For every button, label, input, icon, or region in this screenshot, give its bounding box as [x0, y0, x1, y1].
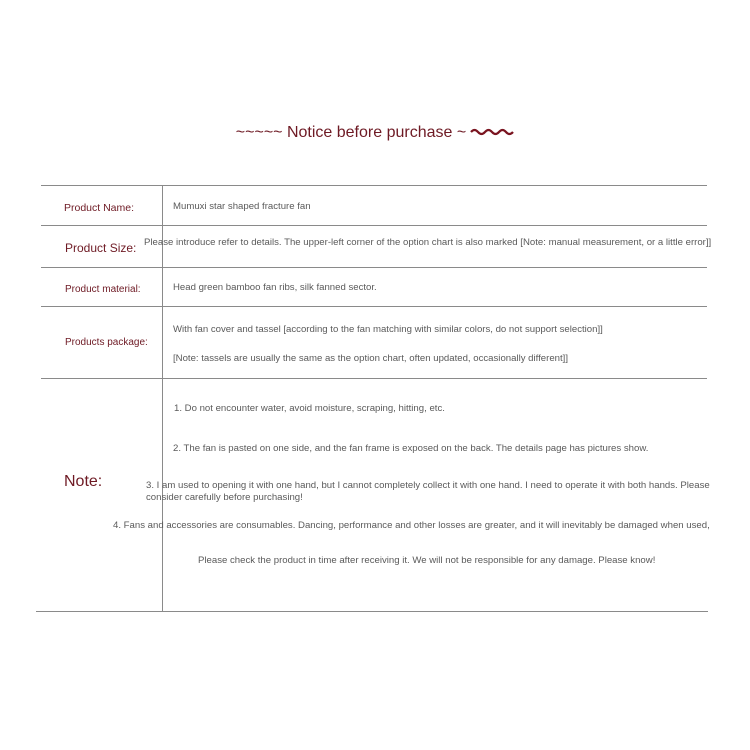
table-rule [41, 267, 707, 268]
table-rule [41, 225, 707, 226]
note-item-5: Please check the product in time after receiving it. We will not be responsible for any damage. Please know! [198, 555, 656, 566]
table-rule [41, 306, 707, 307]
table-rule [36, 611, 708, 612]
products-package-line-2: [Note: tassels are usually the same as the option chart, often updated, occasionally different]] [173, 353, 568, 364]
note-item-1: 1. Do not encounter water, avoid moisture, scraping, hitting, etc. [174, 403, 445, 414]
product-material-label: Product material: [65, 284, 141, 295]
table-rule [41, 185, 707, 186]
product-size-label: Product Size: [65, 241, 137, 255]
note-item-2: 2. The fan is pasted on one side, and the fan frame is exposed on the back. The details page has pictures show. [173, 443, 649, 454]
note-item-3: 3. I am used to opening it with one hand, but I cannot completely collect it with one hand. I need to operate it with both hands. Please consider carefully before purchasing! [146, 480, 710, 503]
products-package-line-1: With fan cover and tassel [according to the fan matching with similar colors, do not support selection]] [173, 324, 603, 335]
wave-decoration-icon [470, 124, 514, 142]
note-label: Note: [64, 473, 103, 490]
note-item-4: 4. Fans and accessories are consumables. Dancing, performance and other losses are greater, and it will inevitably be damaged when used, [113, 520, 710, 531]
product-material-value: Head green bamboo fan ribs, silk fanned sector. [173, 282, 377, 293]
notice-title-text: ~~~~~ Notice before purchase ~ [235, 124, 467, 142]
notice-title [0, 124, 750, 142]
product-name-label: Product Name: [64, 202, 135, 214]
product-name-value: Mumuxi star shaped fracture fan [173, 201, 311, 212]
product-size-value: Please introduce refer to details. The upper-left corner of the option chart is also marked [Note: manual measurement, or a little error]] [144, 237, 712, 248]
table-column-divider [162, 185, 163, 612]
products-package-label: Products package: [65, 337, 148, 348]
table-rule [41, 378, 707, 379]
